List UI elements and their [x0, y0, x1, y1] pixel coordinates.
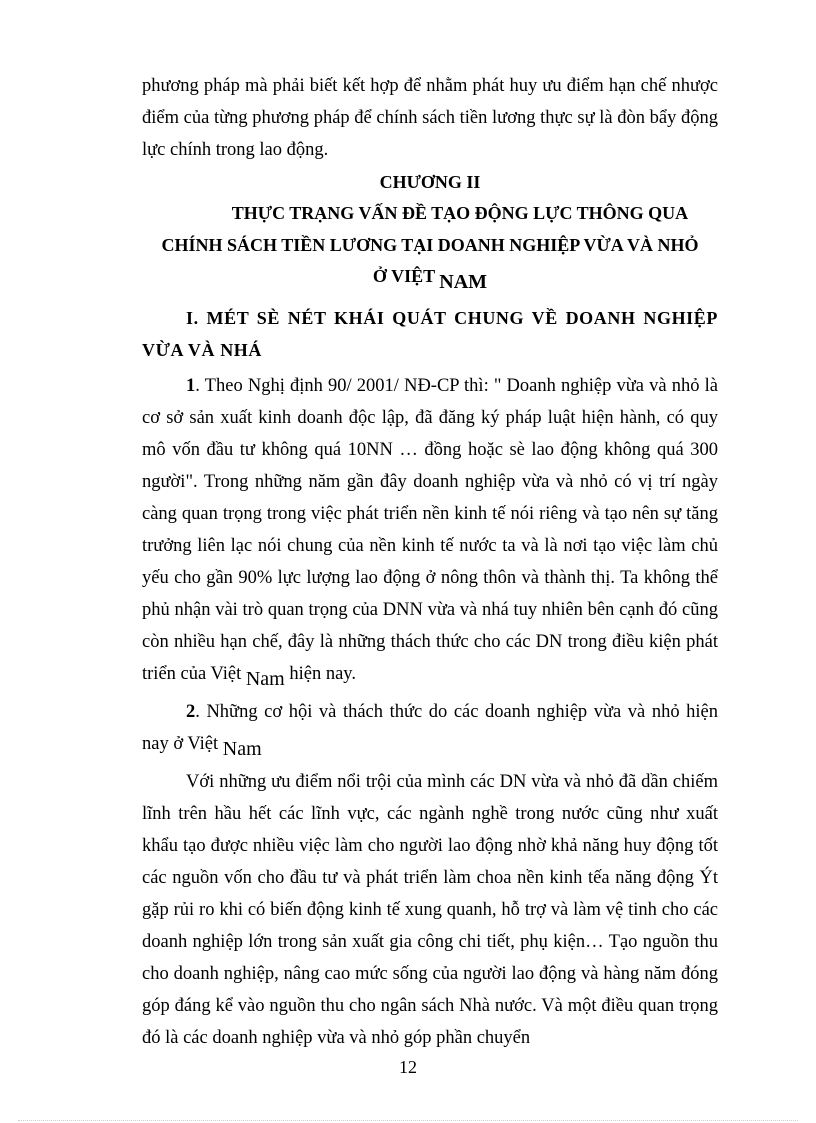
page-bottom-divider	[18, 1120, 798, 1121]
paragraph-1-sub: Nam	[245, 668, 285, 690]
chapter-title	[142, 198, 718, 298]
chapter-label: CHƯƠNG II	[379, 172, 481, 192]
chapter-title-line-1: THỰC TRẠNG VẤN ĐỀ TẠO ĐỘNG LỰC THÔNG QUA	[231, 203, 689, 223]
section-heading: I. MÉT SÈ NÉT KHÁI QUÁT CHUNG VỀ DOANH NGHIỆP VỪA VÀ NHÁ	[142, 308, 718, 360]
chapter-title-line-3	[142, 261, 718, 298]
page-number: 12	[399, 1057, 417, 1077]
chapter-title-line-3-sub: NAM	[439, 271, 488, 293]
paragraph-1	[142, 370, 718, 695]
chapter-title-line-2: CHÍNH SÁCH TIỀN LƯƠNG TẠI DOANH NGHIỆP VỪA VÀ NHỎ	[161, 235, 699, 255]
paragraph-3: Với những ưu điểm nổi trội của mình các DN vừa và nhỏ đã dần chiếm lĩnh trên hầu hết các lĩnh vực, các ngành nghề trong nước cũng như xuất khẩu tạo được nhiều việc làm cho người lao động nhờ khả năng huy động tốt các nguồn vốn cho đầu tư và phát triển làm choa nền kinh tếa năng động Ýt gặp rủi ro khi có biến động kinh tế xung quanh, hỗ trợ và làm vệ tinh cho các doanh nghiệp lớn trong sản xuất gia công chi tiết, phụ kiện… Tạo nguồn thu cho doanh nghiệp, nâng cao mức sống của người lao động và hàng năm đóng góp đáng kể vào nguồn thu cho ngân sách Nhà nước. Và một điều quan trọng đó là các doanh nghiệp vừa và nhỏ góp phần chuyển	[142, 772, 718, 1048]
paragraph-2-text: . Những cơ hội và thách thức do các doanh nghiệp vừa và nhỏ hiện nay ở Việt	[142, 702, 718, 754]
paragraph-1-number: 1	[186, 376, 196, 396]
paragraph-2-sub: Nam	[222, 738, 262, 760]
intro-paragraph: phương pháp mà phải biết kết hợp để nhằm phát huy ưu điểm hạn chế nhược điểm của từng phương pháp để chính sách tiền lương thực sự là đòn bẩy động lực chính trong lao động.	[142, 76, 718, 160]
paragraph-1-tail: hiện nay.	[289, 664, 356, 684]
paragraph-2-number: 2	[186, 702, 196, 722]
paragraph-2	[142, 696, 718, 765]
chapter-title-line-3-main: Ở VIỆT	[372, 266, 435, 286]
paragraph-1-text: . Theo Nghị định 90/ 2001/ NĐ-CP thì: " Doanh nghiệp vừa và nhỏ là cơ sở sản xuất kinh doanh độc lập, đã đăng ký pháp luật hiện hành, có quy mô vốn đầu tư không quá 10NN … đồng hoặc sè lao động không quá 300 người". Trong những năm gần đây doanh nghiệp vừa và nhỏ có vị trí ngày càng quan trọng trong việc phát triển nền kinh tế nói riêng và tạo nên sự tăng trưởng liên lạc nói chung của nền kinh tế nước ta và là nơi tạo việc làm chủ yếu cho gần 90% lực lượng lao động ở nông thôn và thành thị. Ta không thể phủ nhận vài trò quan trọng của DNN vừa và nhá tuy nhiên bên cạnh đó cũng còn nhiều hạn chế, đây là những thách thức cho các DN trong điều kiện phát triển của Việt	[142, 376, 718, 684]
page-content	[142, 70, 718, 1054]
